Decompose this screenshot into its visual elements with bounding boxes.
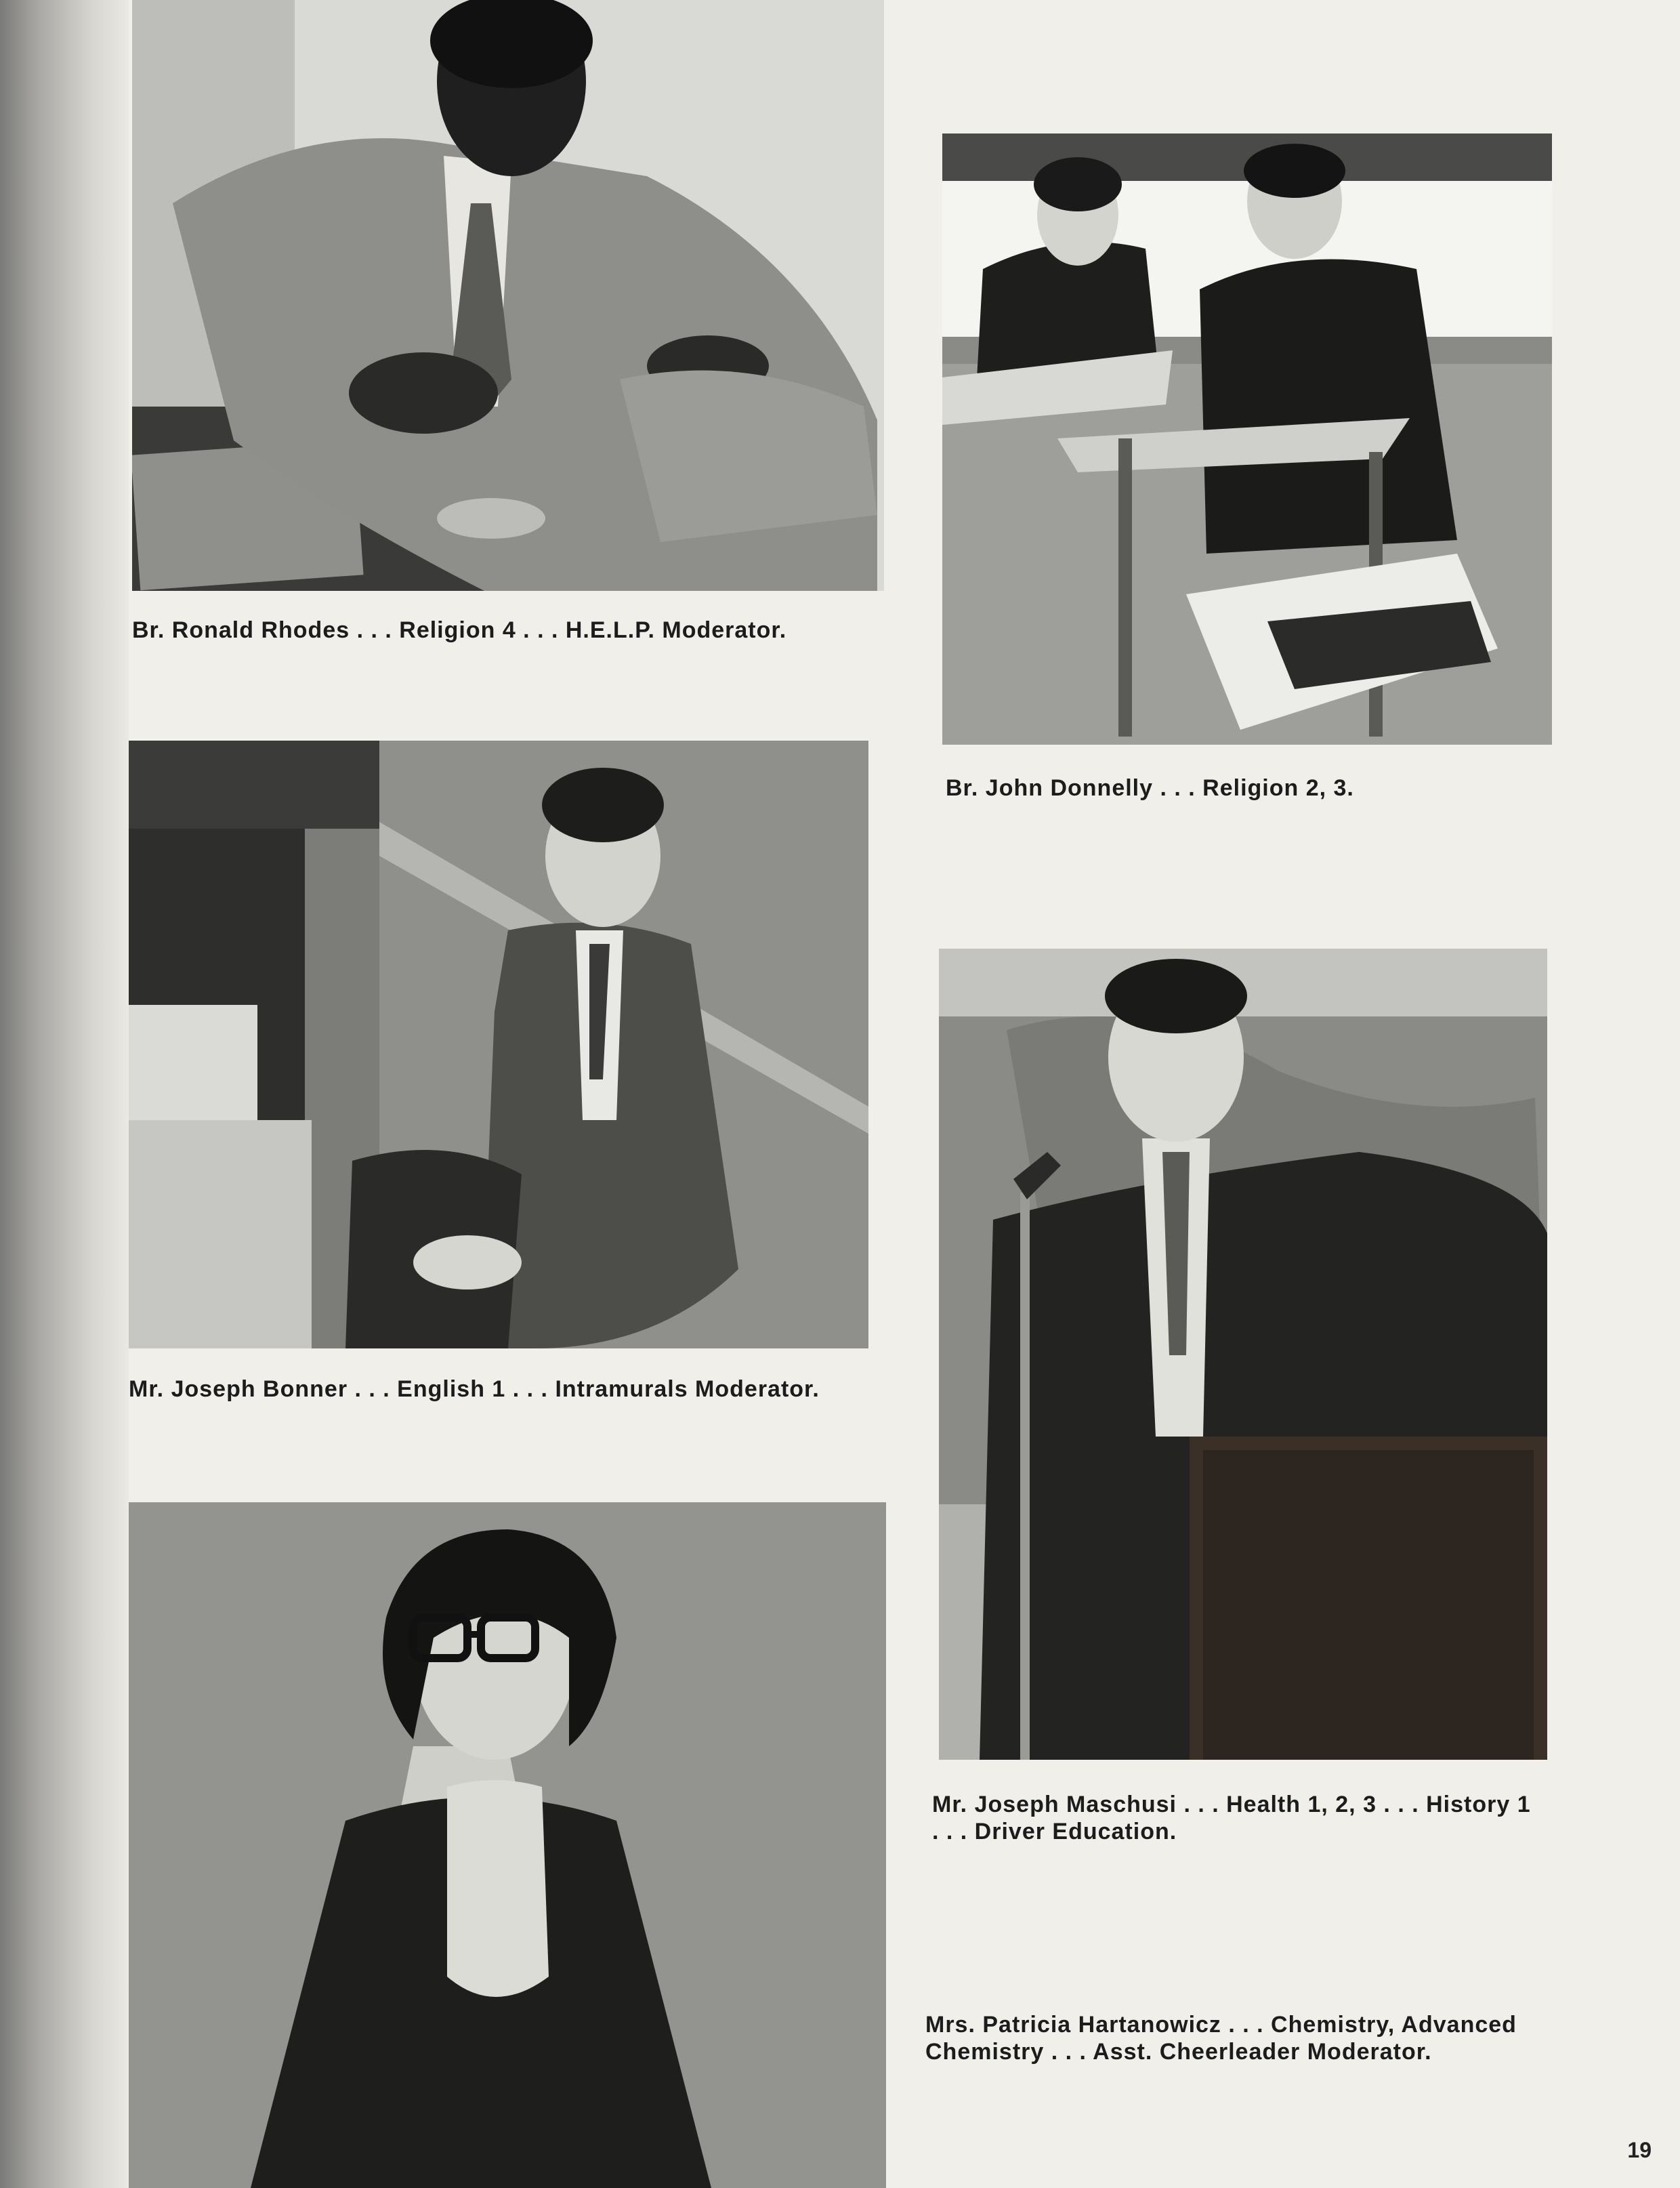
caption-patricia-hartanowicz: Mrs. Patricia Hartanowicz . . . Chemistry, Advanced Chemistry . . . Asst. Cheerleader Moderator. (925, 2012, 1517, 2065)
photo-john-donnelly (942, 133, 1552, 745)
photo-joseph-maschusi (939, 949, 1547, 1760)
photo-ronald-rhodes (132, 0, 884, 591)
caption-ronald-rhodes: Br. Ronald Rhodes . . . Religion 4 . . . H.E.L.P. Moderator. (132, 617, 787, 643)
page-number: 19 (1627, 2138, 1652, 2162)
photo-joseph-bonner (129, 741, 868, 1348)
caption-joseph-bonner: Mr. Joseph Bonner . . . English 1 . . . Intramurals Moderator. (129, 1376, 820, 1402)
caption-joseph-maschusi: Mr. Joseph Maschusi . . . Health 1, 2, 3 . . . History 1 . . . Driver Education. (932, 1792, 1531, 1844)
caption-john-donnelly: Br. John Donnelly . . . Religion 2, 3. (946, 775, 1354, 801)
binding-gutter (0, 0, 129, 2188)
photo-patricia-hartanowicz (129, 1502, 886, 2188)
